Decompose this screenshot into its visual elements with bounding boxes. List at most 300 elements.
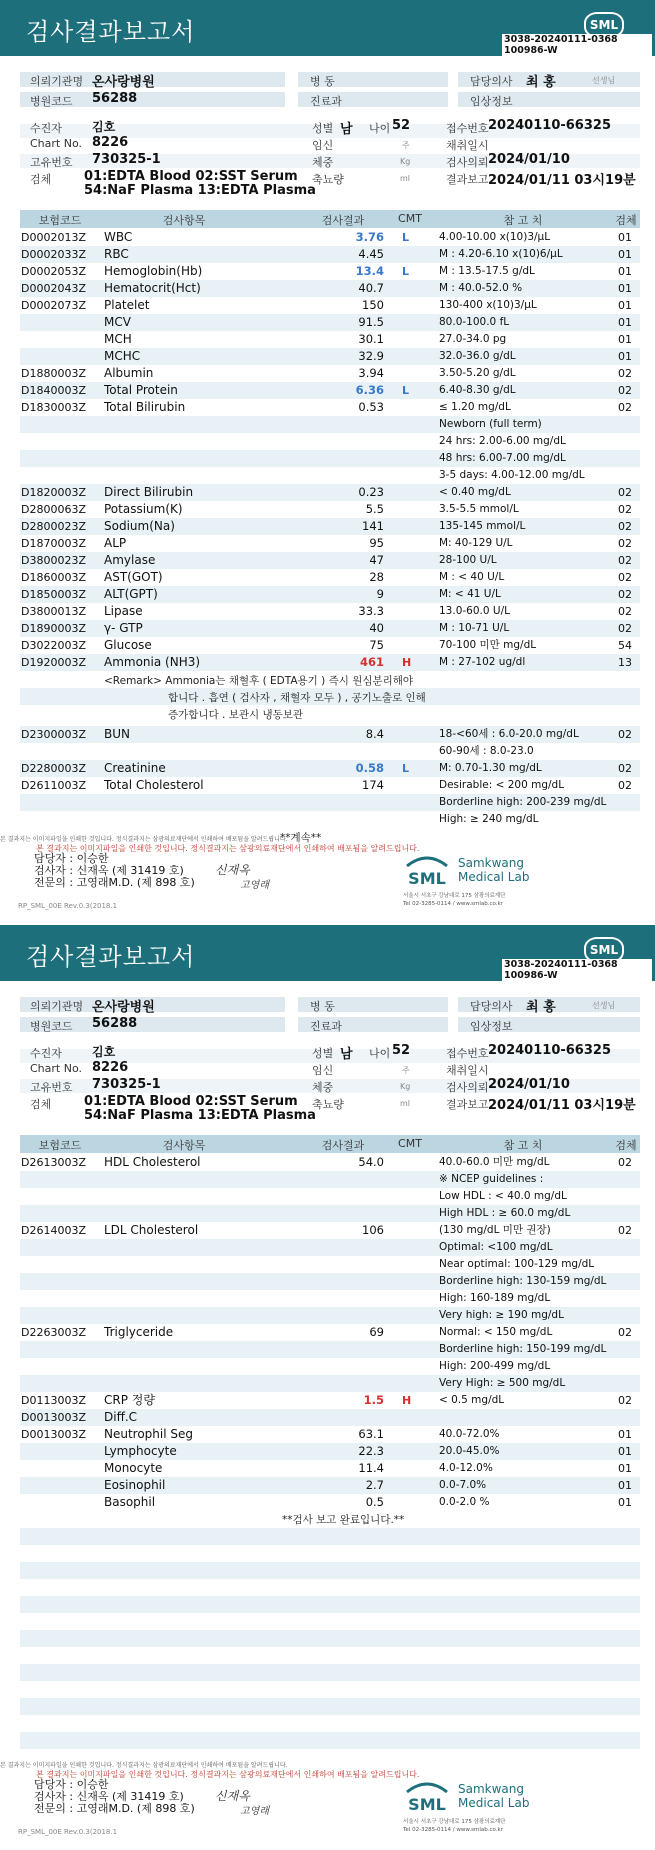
insurance-code: D0002013Z (21, 231, 86, 244)
empty-row (20, 1630, 640, 1647)
test-name: Neutrophil Seg (104, 1427, 194, 1441)
requester-value: 온사랑병원 (92, 75, 155, 90)
reference-range: M: < 41 U/L (439, 588, 501, 600)
label-weight: 체중 (312, 156, 334, 169)
result-flag: L (402, 231, 410, 244)
test-result: 106 (362, 1223, 384, 1237)
sml-lab-logo (403, 1780, 451, 1816)
test-name: Monocyte (104, 1461, 163, 1475)
table-row (20, 1443, 640, 1460)
reference-range: 40.0-60.0 미만 mg/dL (439, 1156, 550, 1168)
table-row (20, 229, 640, 246)
table-row (20, 1392, 640, 1409)
label-pregnancy: 임신 (312, 139, 334, 152)
header-cmt: CMT (398, 1137, 422, 1150)
specimen-code: 02 (618, 401, 632, 414)
label-clinical-info: 임상정보 (470, 95, 513, 108)
test-result: 91.5 (358, 315, 384, 329)
test-result: 33.3 (358, 604, 384, 618)
test-result: 40 (369, 621, 384, 635)
remark-line: 합니다 . 흡연 ( 검사자 , 채혈자 모두 ) , 공기노출로 인해 (168, 692, 426, 704)
image-print-notice-small: 본 결과지는 이미지파일을 인쇄한 것입니다. 정식결과지는 삼광의료재단에서 인쇄하여 배포됨을 알려드립니다. (0, 1762, 288, 1769)
label-specimen: 검체 (30, 1098, 52, 1111)
label-urine: 축뇨량 (312, 173, 344, 186)
specimen-code: 02 (618, 486, 632, 499)
specimen-line-2: 54:NaF Plasma 13:EDTA Plasma (84, 1108, 316, 1123)
tester-signature: 신재옥 (215, 1789, 250, 1803)
reference-range: 0.0-7.0% (439, 1479, 487, 1491)
result-flag: H (402, 656, 412, 669)
specimen-code: 02 (618, 1224, 632, 1237)
doc-number: 3038-20240111-0368 100986-W (502, 959, 652, 981)
specimen-code: 02 (618, 1326, 632, 1339)
table-row (20, 399, 640, 416)
reference-range: 27.0-34.0 pg (439, 333, 507, 345)
header-reference: 참 고 치 (503, 214, 543, 227)
empty-row (20, 1647, 640, 1664)
test-result: 11.4 (358, 1461, 384, 1475)
test-name: Glucose (104, 638, 152, 652)
sml-logo: SML (584, 937, 624, 963)
specimen-code: 01 (618, 265, 632, 278)
test-name: Potassium(K) (104, 502, 183, 516)
specimen-code: 02 (618, 520, 632, 533)
image-print-notice-small: 본 결과지는 이미지파일을 인쇄한 것입니다. 정식결과지는 삼광의료재단에서 인쇄하여 배포됨을 알려드립니다. (0, 836, 288, 843)
reference-range: 20.0-45.0% (439, 1445, 500, 1457)
test-name: Amylase (104, 553, 156, 567)
label-hospital-code: 병원코드 (30, 1020, 73, 1033)
test-name: Platelet (104, 298, 150, 312)
test-result: 141 (362, 519, 384, 533)
reference-range: M : 4.20-6.10 x(10)6/μL (439, 248, 563, 260)
lab-name-line-2: Medical Lab (458, 1796, 530, 1810)
table-row (20, 263, 640, 280)
table-row (20, 811, 640, 828)
specimen-code: 01 (618, 282, 632, 295)
label-clinical-info: 임상정보 (470, 1020, 513, 1033)
test-name: Hemoglobin(Hb) (104, 264, 203, 278)
specimen-code: 01 (618, 333, 632, 346)
reference-range: M : 13.5-17.5 g/dL (439, 265, 535, 277)
insurance-code: D0002073Z (21, 299, 86, 312)
remark-row (20, 705, 640, 722)
specimen-code: 02 (618, 554, 632, 567)
reference-range: Normal: < 150 mg/dL (439, 1326, 553, 1338)
table-header (20, 1135, 640, 1153)
test-name: Hematocrit(Hct) (104, 281, 201, 295)
insurance-code: D3800023Z (21, 554, 86, 567)
insurance-code: D0013003Z (21, 1411, 86, 1424)
table-row (20, 726, 640, 743)
test-name: Sodium(Na) (104, 519, 175, 533)
test-name: Total Bilirubin (104, 400, 186, 414)
report-date-value: 2024/01/11 03시19분 (488, 173, 636, 188)
insurance-code: D2800063Z (21, 503, 86, 516)
table-row (20, 297, 640, 314)
doctor-value: 최 홍 (526, 1000, 556, 1015)
test-result: 69 (369, 1325, 384, 1339)
requester-value: 온사랑병원 (92, 1000, 155, 1015)
specimen-code: 01 (618, 1462, 632, 1475)
test-result: 75 (369, 638, 384, 652)
specimen-line-1: 01:EDTA Blood 02:SST Serum (84, 169, 298, 184)
label-sex: 성별 (312, 122, 334, 135)
sex-value: 남 (340, 1047, 353, 1062)
table-row (20, 1307, 640, 1324)
empty-row (20, 1613, 640, 1630)
table-row (20, 1188, 640, 1205)
empty-row (20, 1715, 640, 1732)
table-row (20, 365, 640, 382)
table-row (20, 1171, 640, 1188)
table-row (20, 1341, 640, 1358)
header-result: 검사결과 (321, 214, 365, 227)
insurance-code: D0002033Z (21, 248, 86, 261)
label-resample: 채취일시 (446, 1064, 489, 1077)
remark-line: <Remark> Ammonia는 채혈후 ( EDTA용기 ) 즉시 원심분리해야 (104, 675, 414, 687)
specimen-code: 01 (618, 1496, 632, 1509)
label-urine: 축뇨량 (312, 1098, 344, 1111)
label-specimen: 검체 (30, 173, 52, 186)
insurance-code: D2614003Z (21, 1224, 86, 1237)
test-name: Lymphocyte (104, 1444, 177, 1458)
table-row (20, 450, 640, 467)
image-print-notice: 본 결과지는 이미지파일을 인쇄한 것입니다. 정식결과지는 삼광의료재단에서 인쇄하여 배포됨을 알려드립니다. (36, 1770, 420, 1779)
table-row (20, 552, 640, 569)
chart-no-value: 8226 (92, 1060, 129, 1075)
table-row (20, 518, 640, 535)
remark-row (20, 688, 640, 705)
label-chart-no: Chart No. (30, 137, 82, 150)
table-row (20, 1205, 640, 1222)
label-age: 나이 (369, 122, 391, 135)
label-hospital-code: 병원코드 (30, 95, 73, 108)
test-name: Triglyceride (104, 1325, 174, 1339)
label-report-date: 결과보고 (446, 1098, 489, 1111)
specimen-code: 02 (618, 622, 632, 635)
test-result: 4.45 (358, 247, 384, 261)
test-result: 0.5 (365, 1495, 384, 1509)
table-row (20, 743, 640, 760)
header-result: 검사결과 (321, 1139, 365, 1152)
table-row (20, 1324, 640, 1341)
specialist-signature: 고영래 (240, 880, 269, 891)
table-row (20, 416, 640, 433)
lab-phone: Tel 02-3285-0114 / www.smlab.co.kr (403, 901, 503, 907)
svg-text:SML: SML (408, 1795, 446, 1814)
table-row (20, 433, 640, 450)
empty-row (20, 1698, 640, 1715)
reference-range: 24 hrs: 2.00-6.00 mg/dL (439, 435, 566, 447)
test-name: AST(GOT) (104, 570, 163, 584)
reference-range: Newborn (full term) (439, 418, 542, 430)
urine-unit: ml (400, 1099, 411, 1108)
reference-range: 3.50-5.20 g/dL (439, 367, 516, 379)
test-name: MCHC (104, 349, 141, 363)
result-flag: L (402, 265, 410, 278)
staff-line: 담당자 : 이승한 (34, 852, 109, 865)
label-request-date: 검사의뢰 (446, 1081, 489, 1094)
label-requester: 의뢰기관명 (30, 75, 84, 88)
empty-row (20, 1579, 640, 1596)
test-name: ALP (104, 536, 127, 550)
table-row (20, 501, 640, 518)
insurance-code: D0002043Z (21, 282, 86, 295)
test-result: 0.58 (355, 761, 384, 775)
label-ward: 병 동 (310, 1000, 335, 1013)
test-name: Direct Bilirubin (104, 485, 194, 499)
remark-line: 증가합니다 . 보관시 냉동보관 (168, 709, 304, 721)
empty-row (20, 1562, 640, 1579)
table-row (20, 603, 640, 620)
table-row (20, 535, 640, 552)
test-result: 1.5 (363, 1393, 384, 1407)
patient-value: 김호 (92, 120, 116, 134)
table-row (20, 331, 640, 348)
reference-range: High: ≥ 240 mg/dL (439, 813, 539, 825)
receipt-no-value: 20240110-66325 (488, 118, 611, 133)
insurance-code: D1890003Z (21, 622, 86, 635)
reference-range: Very high: ≥ 190 mg/dL (439, 1309, 564, 1321)
specimen-code: 02 (618, 728, 632, 741)
tester-line: 검사자 : 신재옥 (제 31419 호) (34, 1790, 184, 1803)
label-patient: 수진자 (30, 122, 62, 135)
receipt-no-value: 20240110-66325 (488, 1043, 611, 1058)
reference-range: 18-<60세 : 6.0-20.0 mg/dL (439, 728, 579, 740)
form-revision: RP_SML_00E Rev.0.3(2018.1 (18, 902, 118, 910)
insurance-code: D1870003Z (21, 537, 86, 550)
reference-range: 40.0-72.0% (439, 1428, 500, 1440)
report-page-2 (0, 925, 655, 1850)
specialist-signature: 고영래 (240, 1806, 269, 1817)
reference-range: M : 10-71 U/L (439, 622, 510, 634)
test-result: 47 (369, 553, 384, 567)
lab-name-line-1: Samkwang (458, 856, 524, 870)
reference-range: ※ NCEP guidelines : (439, 1173, 544, 1185)
report-date-value: 2024/01/11 03시19분 (488, 1098, 636, 1113)
specimen-code: 02 (618, 503, 632, 516)
reference-range: 3.5-5.5 mmol/L (439, 503, 519, 515)
specimen-code: 13 (618, 656, 632, 669)
table-row (20, 1358, 640, 1375)
label-doctor: 담당의사 (470, 1000, 513, 1013)
reference-range: M : 27-102 ug/dl (439, 656, 526, 668)
result-flag: H (402, 1394, 412, 1407)
request-date-value: 2024/01/10 (488, 1077, 570, 1092)
table-row (20, 1375, 640, 1392)
reference-range: 135-145 mmol/L (439, 520, 526, 532)
sml-lab-logo (403, 854, 451, 890)
specimen-code: 02 (618, 367, 632, 380)
reference-range: 70-100 미만 mg/dL (439, 639, 537, 651)
reference-range: M : < 40 U/L (439, 571, 505, 583)
image-print-notice: 본 결과지는 이미지파일을 인쇄한 것입니다. 정식결과지는 삼광의료재단에서 인쇄하여 배포됨을 알려드립니다. (36, 844, 420, 853)
test-result: 28 (369, 570, 384, 584)
label-id-no: 고유번호 (30, 1081, 73, 1094)
reference-range: 4.00-10.00 x(10)3/μL (439, 231, 551, 243)
insurance-code: D3800013Z (21, 605, 86, 618)
label-resample: 채취일시 (446, 139, 489, 152)
sml-logo: SML (584, 12, 624, 38)
label-request-date: 검사의뢰 (446, 156, 489, 169)
reference-range: M : 40.0-52.0 % (439, 282, 523, 294)
sex-value: 남 (340, 122, 353, 137)
test-result: 40.7 (358, 281, 384, 295)
specimen-code: 01 (618, 299, 632, 312)
test-result: 95 (369, 536, 384, 550)
reference-range: Near optimal: 100-129 mg/dL (439, 1258, 595, 1270)
report-title: 검사결과보고서 (26, 18, 196, 46)
label-patient: 수진자 (30, 1047, 62, 1060)
test-result: 32.9 (358, 349, 384, 363)
label-receipt-no: 접수번호 (446, 1047, 489, 1060)
test-result: 30.1 (358, 332, 384, 346)
label-id-no: 고유번호 (30, 156, 73, 169)
urine-unit: ml (400, 174, 411, 183)
specialist-line: 전문의 : 고영래M.D. (제 898 호) (34, 1802, 195, 1815)
label-doctor: 담당의사 (470, 75, 513, 88)
test-name: CRP 정량 (104, 1393, 155, 1407)
table-row (20, 382, 640, 399)
id-no-value: 730325-1 (92, 152, 161, 167)
insurance-code: D1860003Z (21, 571, 86, 584)
specimen-code: 02 (618, 571, 632, 584)
reference-range: (130 mg/dL 미만 권장) (439, 1224, 551, 1236)
specimen-line-2: 54:NaF Plasma 13:EDTA Plasma (84, 183, 316, 198)
specimen-code: 01 (618, 231, 632, 244)
table-row (20, 484, 640, 501)
empty-row (20, 1732, 640, 1749)
specimen-code: 02 (618, 384, 632, 397)
test-name: Albumin (104, 366, 154, 380)
insurance-code: D1880003Z (21, 367, 86, 380)
doctor-value: 최 홍 (526, 75, 556, 90)
specimen-code: 54 (618, 639, 632, 652)
lab-phone: Tel 02-3285-0114 / www.smlab.co.kr (403, 1827, 503, 1833)
table-row (20, 348, 640, 365)
insurance-code: D3022003Z (21, 639, 86, 652)
table-row (20, 1460, 640, 1477)
reference-range: Borderline high: 130-159 mg/dL (439, 1275, 607, 1287)
specimen-code: 01 (618, 248, 632, 261)
report-title: 검사결과보고서 (26, 943, 196, 971)
staff-line: 담당자 : 이승한 (34, 1778, 109, 1791)
table-row (20, 637, 640, 654)
patient-value: 김호 (92, 1045, 116, 1059)
table-row (20, 1273, 640, 1290)
reference-range: Borderline high: 200-239 mg/dL (439, 796, 607, 808)
label-report-date: 결과보고 (446, 173, 489, 186)
reference-range: M: 0.70-1.30 mg/dL (439, 762, 542, 774)
insurance-code: D1850003Z (21, 588, 86, 601)
empty-row (20, 1681, 640, 1698)
test-name: Total Protein (104, 383, 178, 397)
reference-range: Borderline high: 150-199 mg/dL (439, 1343, 607, 1355)
test-name: Creatinine (104, 761, 166, 775)
test-result: 461 (359, 655, 384, 669)
tester-signature: 신재옥 (215, 863, 250, 877)
id-no-value: 730325-1 (92, 1077, 161, 1092)
insurance-code: D1840003Z (21, 384, 86, 397)
chart-no-value: 8226 (92, 135, 129, 150)
table-row (20, 1426, 640, 1443)
insurance-code: D0002053Z (21, 265, 86, 278)
table-row (20, 794, 640, 811)
header-item: 검사항목 (162, 214, 206, 227)
header-code: 보험코드 (38, 214, 82, 227)
lab-address: 서울시 서초구 강남대로 175 삼광의료재단 (403, 1819, 506, 1825)
table-row (20, 280, 640, 297)
test-name: Ammonia (NH3) (104, 655, 201, 669)
lab-name-line-2: Medical Lab (458, 870, 530, 884)
table-row (20, 586, 640, 603)
reference-range: High: 200-499 mg/dL (439, 1360, 551, 1372)
test-name: MCH (104, 332, 132, 346)
empty-row (20, 1596, 640, 1613)
test-name: Basophil (104, 1495, 156, 1509)
label-receipt-no: 접수번호 (446, 122, 489, 135)
test-name: RBC (104, 247, 129, 261)
hospital-code-value: 56288 (92, 91, 138, 106)
reference-range: 13.0-60.0 U/L (439, 605, 510, 617)
table-row (20, 760, 640, 777)
table-row (20, 620, 640, 637)
reference-range: ≤ 1.20 mg/dL (439, 401, 511, 413)
weight-unit: Kg (400, 1082, 411, 1091)
table-row (20, 1256, 640, 1273)
test-result: 150 (362, 298, 384, 312)
test-name: MCV (104, 315, 131, 329)
reference-range: 130-400 x(10)3/μL (439, 299, 537, 311)
specimen-code: 02 (618, 1394, 632, 1407)
reference-range: 60-90세 : 8.0-23.0 (439, 745, 534, 757)
table-row (20, 1477, 640, 1494)
reference-range: < 0.5 mg/dL (439, 1394, 505, 1406)
insurance-code: D0113003Z (21, 1394, 86, 1407)
reference-range: < 0.40 mg/dL (439, 486, 511, 498)
table-row (20, 1222, 640, 1239)
insurance-code: D1830003Z (21, 401, 86, 414)
insurance-code: D2613003Z (21, 1156, 86, 1169)
reference-range: M: 40-129 U/L (439, 537, 513, 549)
reference-range: Optimal: <100 mg/dL (439, 1241, 553, 1253)
empty-row (20, 1545, 640, 1562)
reference-range: 80.0-100.0 fL (439, 316, 510, 328)
reference-range: 48 hrs: 6.00-7.00 mg/dL (439, 452, 566, 464)
insurance-code: D2263003Z (21, 1326, 86, 1339)
label-sex: 성별 (312, 1047, 334, 1060)
table-row (20, 654, 640, 671)
pregnancy-unit: 주 (402, 141, 410, 150)
doc-number: 3038-20240111-0368 100986-W (502, 34, 652, 56)
insurance-code: D0013003Z (21, 1428, 86, 1441)
specimen-code: 02 (618, 779, 632, 792)
test-result: 0.53 (358, 400, 384, 414)
reference-range: 6.40-8.30 g/dL (439, 384, 516, 396)
table-row (20, 569, 640, 586)
table-row (20, 467, 640, 484)
specimen-code: 01 (618, 1428, 632, 1441)
specimen-code: 02 (618, 537, 632, 550)
reference-range: 4.0-12.0% (439, 1462, 493, 1474)
label-dept: 진료과 (310, 1020, 342, 1033)
test-result: 8.4 (365, 727, 384, 741)
insurance-code: D1820003Z (21, 486, 86, 499)
label-dept: 진료과 (310, 95, 342, 108)
label-age: 나이 (369, 1047, 391, 1060)
test-name: BUN (104, 727, 130, 741)
test-result: 174 (362, 778, 384, 792)
